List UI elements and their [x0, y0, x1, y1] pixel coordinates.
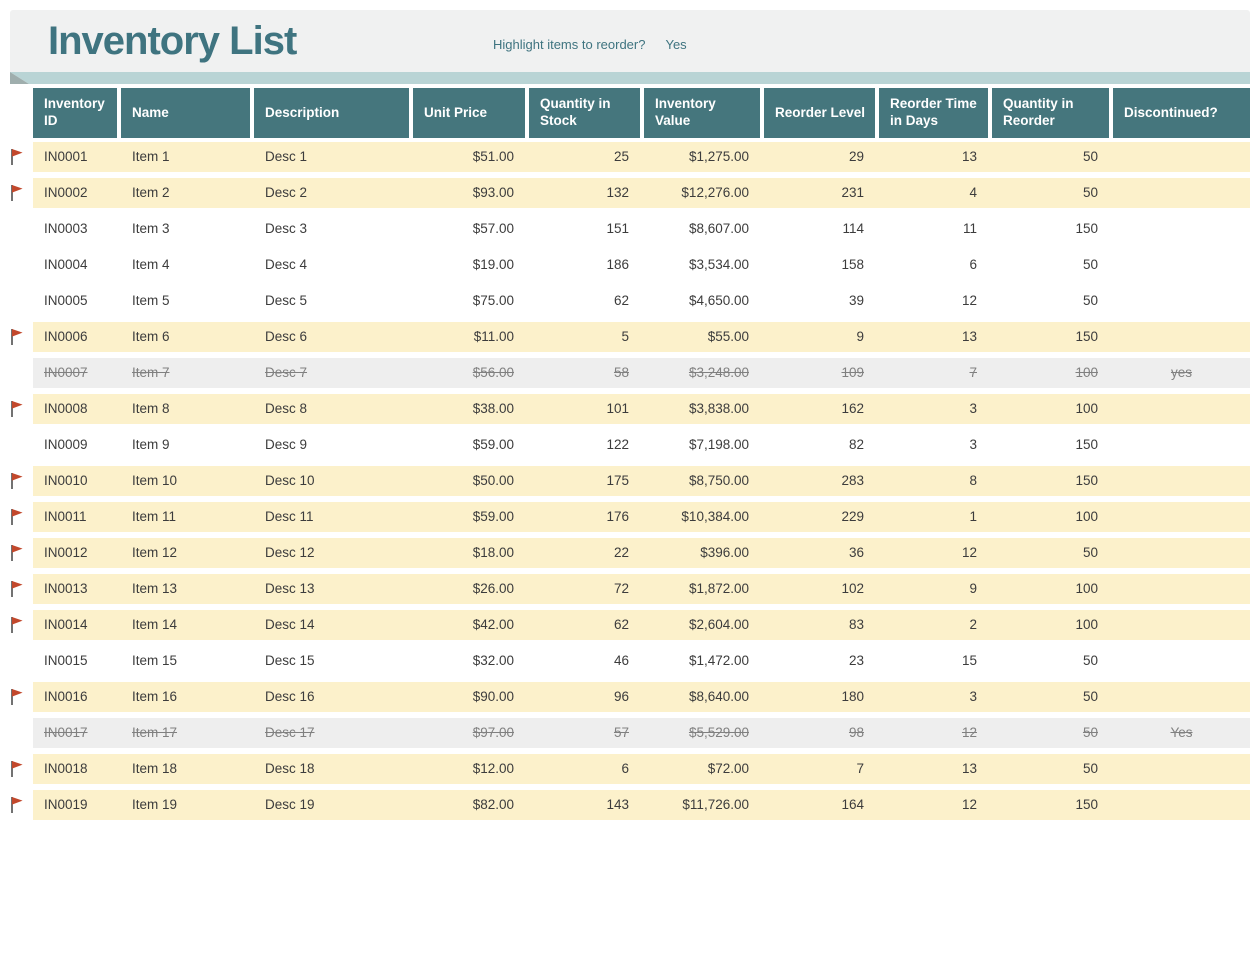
- cell-reorder-level[interactable]: 158: [841, 257, 864, 272]
- table-row: [33, 214, 1250, 244]
- cell-inventory-id[interactable]: IN0010: [44, 473, 88, 488]
- cell-discontinued[interactable]: [1113, 214, 1250, 244]
- cell-description[interactable]: Desc 4: [265, 257, 308, 272]
- reorder-flag-icon: [9, 760, 24, 778]
- cell-unit-price[interactable]: $32.00: [472, 653, 514, 668]
- cell-unit-price[interactable]: $57.00: [472, 221, 514, 236]
- cell-name[interactable]: Item 12: [132, 545, 178, 560]
- cell-reorder-time[interactable]: 1: [969, 509, 977, 524]
- cell-reorder-level[interactable]: 114: [842, 221, 864, 236]
- table-row: [33, 286, 1250, 316]
- cell-inventory-value[interactable]: $1,275.00: [688, 149, 749, 164]
- cell-name[interactable]: Item 2: [132, 185, 170, 200]
- cell-inventory-value[interactable]: $1,872.00: [688, 581, 749, 596]
- cell-reorder-level[interactable]: 283: [841, 473, 864, 488]
- table-row: [33, 646, 1250, 676]
- table-row: [33, 394, 1250, 424]
- cell-name[interactable]: Item 11: [132, 509, 177, 524]
- cell-quantity-in-reorder[interactable]: 50: [1082, 257, 1098, 272]
- cell-unit-price[interactable]: $75.00: [472, 293, 514, 308]
- cell-discontinued[interactable]: Yes: [1170, 725, 1193, 740]
- cell-reorder-time[interactable]: 12: [961, 797, 977, 812]
- cell-quantity-in-stock[interactable]: 62: [613, 617, 629, 632]
- cell-discontinued[interactable]: [1113, 538, 1250, 568]
- cell-inventory-id[interactable]: IN0009: [44, 437, 88, 452]
- cell-discontinued[interactable]: [1113, 466, 1250, 496]
- column-header-description[interactable]: Description: [254, 88, 413, 138]
- cell-discontinued[interactable]: [1113, 250, 1250, 280]
- table-row: [33, 718, 1250, 748]
- cell-name[interactable]: Item 1: [132, 149, 170, 164]
- cell-unit-price[interactable]: $19.00: [472, 257, 514, 272]
- page-title: Inventory List: [48, 19, 297, 63]
- cell-quantity-in-stock[interactable]: 46: [613, 653, 629, 668]
- reorder-flag-icon: [9, 580, 24, 598]
- cell-reorder-time[interactable]: 7: [969, 365, 977, 380]
- cell-unit-price[interactable]: $12.00: [472, 761, 514, 776]
- cell-discontinued[interactable]: [1113, 646, 1250, 676]
- reorder-flag-icon: [9, 148, 24, 166]
- cell-name[interactable]: Item 6: [132, 329, 170, 344]
- column-header-id[interactable]: Inventory ID: [33, 88, 121, 138]
- cell-inventory-value[interactable]: $10,384.00: [681, 509, 749, 524]
- cell-discontinued[interactable]: [1113, 574, 1250, 604]
- cell-discontinued[interactable]: [1113, 286, 1250, 316]
- cell-unit-price[interactable]: $93.00: [472, 185, 514, 200]
- table-row: [33, 574, 1250, 604]
- cell-inventory-id[interactable]: IN0005: [44, 293, 88, 308]
- column-header-discontinued[interactable]: Discontinued?: [1113, 88, 1250, 138]
- table-row: [33, 466, 1250, 496]
- cell-inventory-value[interactable]: $3,838.00: [688, 401, 749, 416]
- cell-quantity-in-stock[interactable]: 58: [613, 365, 629, 380]
- cell-reorder-level[interactable]: 102: [841, 581, 864, 596]
- cell-reorder-time[interactable]: 8: [969, 473, 977, 488]
- column-header-qty_in_stock[interactable]: Quantity in Stock: [529, 88, 644, 138]
- cell-quantity-in-stock[interactable]: 175: [606, 473, 629, 488]
- table-row: [33, 502, 1250, 532]
- cell-description[interactable]: Desc 11: [265, 509, 314, 524]
- cell-inventory-value[interactable]: $3,248.00: [688, 365, 749, 380]
- cell-inventory-id[interactable]: IN0006: [44, 329, 88, 344]
- reorder-flag-icon: [9, 688, 24, 706]
- cell-reorder-level[interactable]: 180: [841, 689, 864, 704]
- cell-inventory-value[interactable]: $2,604.00: [688, 617, 749, 632]
- cell-quantity-in-stock[interactable]: 143: [606, 797, 629, 812]
- cell-quantity-in-stock[interactable]: 62: [613, 293, 629, 308]
- cell-reorder-time[interactable]: 4: [969, 185, 977, 200]
- cell-quantity-in-reorder[interactable]: 150: [1075, 329, 1098, 344]
- cell-quantity-in-reorder[interactable]: 150: [1075, 473, 1098, 488]
- cell-name[interactable]: Item 8: [132, 401, 170, 416]
- cell-reorder-time[interactable]: 12: [961, 725, 977, 740]
- cell-inventory-id[interactable]: IN0001: [44, 149, 88, 164]
- cell-name[interactable]: Item 17: [132, 725, 178, 740]
- cell-reorder-level[interactable]: 83: [848, 617, 864, 632]
- cell-description[interactable]: Desc 5: [265, 293, 308, 308]
- cell-unit-price[interactable]: $42.00: [472, 617, 514, 632]
- cell-description[interactable]: Desc 8: [265, 401, 308, 416]
- cell-inventory-value[interactable]: $5,529.00: [688, 725, 749, 740]
- column-header-qty_in_reorder[interactable]: Quantity in Reorder: [992, 88, 1113, 138]
- cell-reorder-time[interactable]: 12: [961, 293, 977, 308]
- cell-inventory-id[interactable]: IN0012: [44, 545, 88, 560]
- cell-discontinued[interactable]: [1113, 682, 1250, 712]
- cell-quantity-in-reorder[interactable]: 100: [1075, 617, 1098, 632]
- cell-inventory-value[interactable]: $4,650.00: [688, 293, 749, 308]
- cell-inventory-id[interactable]: IN0016: [44, 689, 88, 704]
- table-row: [33, 142, 1250, 172]
- cell-description[interactable]: Desc 14: [265, 617, 315, 632]
- cell-quantity-in-reorder[interactable]: 100: [1075, 509, 1098, 524]
- cell-name[interactable]: Item 10: [132, 473, 178, 488]
- cell-unit-price[interactable]: $11.00: [473, 329, 514, 344]
- cell-discontinued[interactable]: [1113, 322, 1250, 352]
- cell-description[interactable]: Desc 13: [265, 581, 315, 596]
- cell-inventory-id[interactable]: IN0013: [44, 581, 88, 596]
- cell-name[interactable]: Item 19: [132, 797, 178, 812]
- cell-unit-price[interactable]: $18.00: [472, 545, 514, 560]
- reorder-flag-icon: [9, 544, 24, 562]
- cell-quantity-in-reorder[interactable]: 50: [1082, 725, 1098, 740]
- cell-unit-price[interactable]: $51.00: [472, 149, 514, 164]
- reorder-flag-icon: [9, 616, 24, 634]
- cell-name[interactable]: Item 16: [132, 689, 178, 704]
- cell-inventory-value[interactable]: $11,726.00: [682, 797, 749, 812]
- cell-unit-price[interactable]: $56.00: [472, 365, 514, 380]
- cell-inventory-value[interactable]: $7,198.00: [688, 437, 749, 452]
- cell-name[interactable]: Item 13: [132, 581, 178, 596]
- cell-inventory-value[interactable]: $72.00: [707, 761, 749, 776]
- cell-reorder-level[interactable]: 231: [841, 185, 864, 200]
- cell-discontinued[interactable]: [1113, 142, 1250, 172]
- cell-name[interactable]: Item 5: [132, 293, 170, 308]
- cell-description[interactable]: Desc 16: [265, 689, 315, 704]
- cell-quantity-in-reorder[interactable]: 50: [1082, 149, 1098, 164]
- cell-reorder-level[interactable]: 9: [856, 329, 864, 344]
- cell-quantity-in-reorder[interactable]: 50: [1082, 761, 1098, 776]
- cell-unit-price[interactable]: $59.00: [472, 437, 514, 452]
- cell-reorder-level[interactable]: 162: [841, 401, 864, 416]
- cell-inventory-id[interactable]: IN0011: [44, 509, 87, 524]
- cell-quantity-in-reorder[interactable]: 150: [1075, 437, 1098, 452]
- cell-quantity-in-reorder[interactable]: 50: [1082, 185, 1098, 200]
- cell-reorder-time[interactable]: 11: [962, 221, 977, 236]
- cell-inventory-value[interactable]: $3,534.00: [688, 257, 749, 272]
- cell-name[interactable]: Item 18: [132, 761, 178, 776]
- cell-quantity-in-stock[interactable]: 72: [613, 581, 629, 596]
- cell-reorder-level[interactable]: 109: [841, 365, 864, 380]
- cell-inventory-value[interactable]: $12,276.00: [681, 185, 749, 200]
- table-row: [33, 322, 1250, 352]
- cell-discontinued[interactable]: [1113, 178, 1250, 208]
- cell-quantity-in-stock[interactable]: 186: [606, 257, 629, 272]
- column-header-unit_price[interactable]: Unit Price: [413, 88, 529, 138]
- table-row: [33, 754, 1250, 784]
- inventory-table: [33, 88, 1250, 826]
- cell-quantity-in-stock[interactable]: 101: [606, 401, 629, 416]
- cell-unit-price[interactable]: $50.00: [472, 473, 514, 488]
- reorder-flag-icon: [9, 508, 24, 526]
- cell-description[interactable]: Desc 6: [265, 329, 308, 344]
- cell-unit-price[interactable]: $97.00: [472, 725, 514, 740]
- cell-description[interactable]: Desc 19: [265, 797, 315, 812]
- cell-quantity-in-stock[interactable]: 176: [606, 509, 629, 524]
- cell-quantity-in-reorder[interactable]: 150: [1075, 221, 1098, 236]
- cell-description[interactable]: Desc 7: [265, 365, 308, 380]
- cell-quantity-in-stock[interactable]: 25: [613, 149, 629, 164]
- cell-inventory-value[interactable]: $8,640.00: [688, 689, 749, 704]
- reorder-flag-icon: [9, 400, 24, 418]
- cell-reorder-level[interactable]: 164: [841, 797, 864, 812]
- cell-quantity-in-reorder[interactable]: 50: [1082, 653, 1098, 668]
- cell-reorder-level[interactable]: 39: [848, 293, 864, 308]
- highlight-items-value[interactable]: Yes: [665, 37, 687, 52]
- cell-quantity-in-stock[interactable]: 6: [621, 761, 629, 776]
- cell-reorder-time[interactable]: 6: [969, 257, 977, 272]
- cell-description[interactable]: Desc 15: [265, 653, 315, 668]
- table-row: [33, 790, 1250, 820]
- cell-inventory-value[interactable]: $8,607.00: [688, 221, 749, 236]
- cell-quantity-in-reorder[interactable]: 100: [1075, 581, 1098, 596]
- cell-description[interactable]: Desc 17: [265, 725, 315, 740]
- table-row: [33, 610, 1250, 640]
- cell-name[interactable]: Item 9: [132, 437, 170, 452]
- cell-description[interactable]: Desc 9: [265, 437, 308, 452]
- title-band-shadow: [10, 72, 1250, 84]
- cell-description[interactable]: Desc 18: [265, 761, 315, 776]
- cell-description[interactable]: Desc 10: [265, 473, 315, 488]
- table-header-row: [33, 88, 1250, 138]
- cell-name[interactable]: Item 4: [132, 257, 170, 272]
- cell-discontinued[interactable]: [1113, 430, 1250, 460]
- cell-inventory-value[interactable]: $396.00: [700, 545, 749, 560]
- cell-reorder-level[interactable]: 7: [856, 761, 864, 776]
- cell-unit-price[interactable]: $82.00: [472, 797, 514, 812]
- reorder-flag-icon: [9, 472, 24, 490]
- cell-quantity-in-reorder[interactable]: 100: [1075, 365, 1098, 380]
- table-row: [33, 430, 1250, 460]
- cell-quantity-in-reorder[interactable]: 50: [1082, 545, 1098, 560]
- cell-discontinued[interactable]: [1113, 790, 1250, 820]
- highlight-items-label: Highlight items to reorder?: [493, 37, 646, 52]
- cell-unit-price[interactable]: $26.00: [472, 581, 514, 596]
- cell-name[interactable]: Item 14: [132, 617, 178, 632]
- table-row: [33, 178, 1250, 208]
- cell-name[interactable]: Item 3: [132, 221, 170, 236]
- cell-quantity-in-stock[interactable]: 132: [606, 185, 629, 200]
- cell-reorder-level[interactable]: 82: [848, 437, 864, 452]
- reorder-flag-icon: [9, 328, 24, 346]
- cell-inventory-id[interactable]: IN0018: [44, 761, 88, 776]
- cell-reorder-level[interactable]: 98: [848, 725, 864, 740]
- cell-quantity-in-reorder[interactable]: 150: [1075, 797, 1098, 812]
- cell-name[interactable]: Item 15: [132, 653, 178, 668]
- table-row: [33, 250, 1250, 280]
- cell-reorder-time[interactable]: 3: [969, 401, 977, 416]
- cell-quantity-in-reorder[interactable]: 50: [1082, 689, 1098, 704]
- cell-reorder-time[interactable]: 13: [961, 761, 977, 776]
- cell-reorder-time[interactable]: 2: [969, 617, 977, 632]
- reorder-flag-icon: [9, 184, 24, 202]
- cell-reorder-time[interactable]: 13: [961, 149, 977, 164]
- reorder-flag-icon: [9, 796, 24, 814]
- table-row: [33, 682, 1250, 712]
- cell-inventory-id[interactable]: IN0019: [44, 797, 88, 812]
- cell-inventory-id[interactable]: IN0004: [44, 257, 88, 272]
- cell-inventory-value[interactable]: $1,472.00: [688, 653, 749, 668]
- cell-reorder-time[interactable]: 3: [969, 437, 977, 452]
- cell-inventory-id[interactable]: IN0014: [44, 617, 88, 632]
- cell-quantity-in-reorder[interactable]: 100: [1075, 401, 1098, 416]
- column-header-reorder_time_in_days[interactable]: Reorder Time in Days: [879, 88, 992, 138]
- cell-description[interactable]: Desc 3: [265, 221, 308, 236]
- title-band: [10, 10, 1250, 72]
- cell-reorder-level[interactable]: 229: [841, 509, 864, 524]
- table-row: [33, 538, 1250, 568]
- cell-reorder-time[interactable]: 3: [969, 689, 977, 704]
- cell-reorder-time[interactable]: 9: [969, 581, 977, 596]
- column-header-reorder_level[interactable]: Reorder Level: [764, 88, 879, 138]
- cell-inventory-id[interactable]: IN0015: [44, 653, 88, 668]
- cell-discontinued[interactable]: [1113, 754, 1250, 784]
- table-row: [33, 358, 1250, 388]
- cell-reorder-level[interactable]: 29: [848, 149, 864, 164]
- cell-unit-price[interactable]: $38.00: [472, 401, 514, 416]
- cell-discontinued[interactable]: [1113, 610, 1250, 640]
- column-header-name[interactable]: Name: [121, 88, 254, 138]
- cell-quantity-in-stock[interactable]: 22: [613, 545, 629, 560]
- table-body: [33, 142, 1250, 820]
- cell-description[interactable]: Desc 1: [265, 149, 308, 164]
- cell-reorder-time[interactable]: 13: [961, 329, 977, 344]
- cell-reorder-time[interactable]: 12: [961, 545, 977, 560]
- cell-quantity-in-stock[interactable]: 151: [606, 221, 629, 236]
- cell-inventory-id[interactable]: IN0002: [44, 185, 88, 200]
- cell-reorder-level[interactable]: 23: [848, 653, 864, 668]
- cell-inventory-id[interactable]: IN0008: [44, 401, 88, 416]
- cell-name[interactable]: Item 7: [132, 365, 170, 380]
- cell-discontinued[interactable]: [1113, 502, 1250, 532]
- cell-inventory-id[interactable]: IN0007: [44, 365, 88, 380]
- column-header-inventory_value[interactable]: Inventory Value: [644, 88, 764, 138]
- cell-quantity-in-stock[interactable]: 57: [613, 725, 629, 740]
- cell-reorder-time[interactable]: 15: [961, 653, 977, 668]
- cell-description[interactable]: Desc 2: [265, 185, 308, 200]
- cell-unit-price[interactable]: $90.00: [472, 689, 514, 704]
- cell-reorder-level[interactable]: 36: [848, 545, 864, 560]
- cell-quantity-in-stock[interactable]: 96: [613, 689, 629, 704]
- cell-inventory-id[interactable]: IN0017: [44, 725, 88, 740]
- cell-discontinued[interactable]: [1113, 394, 1250, 424]
- cell-inventory-id[interactable]: IN0003: [44, 221, 88, 236]
- cell-discontinued[interactable]: yes: [1170, 365, 1192, 380]
- cell-quantity-in-reorder[interactable]: 50: [1082, 293, 1098, 308]
- cell-quantity-in-stock[interactable]: 5: [621, 329, 629, 344]
- cell-inventory-value[interactable]: $55.00: [707, 329, 749, 344]
- cell-inventory-value[interactable]: $8,750.00: [688, 473, 749, 488]
- cell-description[interactable]: Desc 12: [265, 545, 315, 560]
- cell-quantity-in-stock[interactable]: 122: [606, 437, 629, 452]
- cell-unit-price[interactable]: $59.00: [472, 509, 514, 524]
